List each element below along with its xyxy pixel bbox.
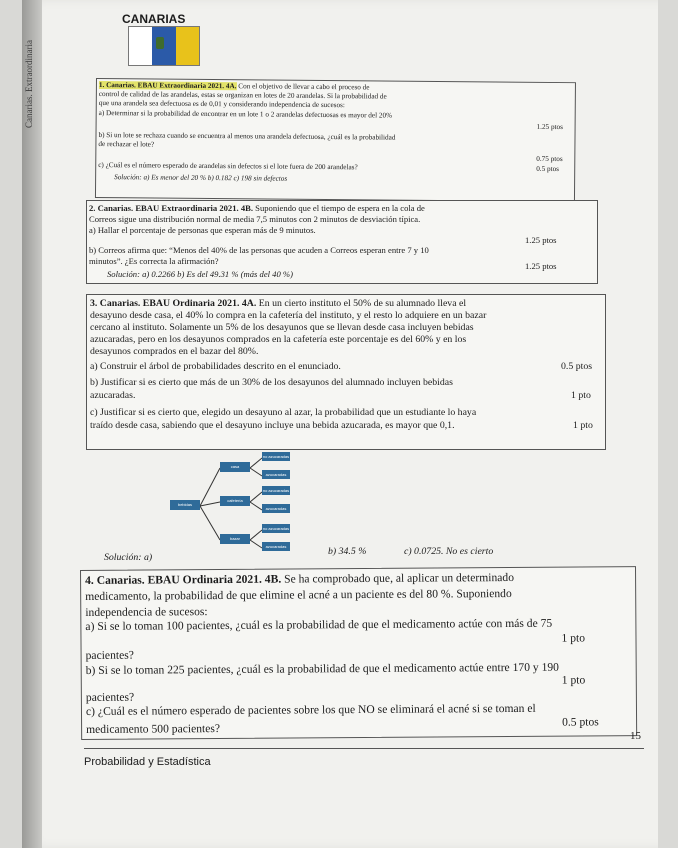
solution-2: Solución: a) 0.2266 b) Es del 49.31 % (más del 40 %)	[107, 269, 293, 279]
problem-3-title: 3. Canarias. EBAU Ordinaria 2021. 4A.	[90, 298, 257, 309]
points-1c: 0.5 ptos	[536, 164, 560, 174]
problem-3: 3. Canarias. EBAU Ordinaria 2021. 4A. En un cierto instituto el 50% de su alumnado lleva el desayuno desde casa, el 40% lo compra en la cafetería del instituto, y el resto lo adquiere en un bazar cercano al instituto. Solamente un 5% de los desayunos que se llevan desde casa incluyen bebidas azucaradas, pero en los desayunos comprados en la cafetería este porcentaje es del 60% y en los desayunos comprados en el bazar del 80%. a) Construir el árbol de probabilidades descrito en el enunciado. 0.5 ptos b) Justificar si es cierto que más de un 30% de los desayunos del alumnado incluyen bebidas azucaradas. 1 pto c) Justificar si es cierto que, elegido un desayuno al azar, la probabilidad que un estudiante lo haya traído desde casa, sabiendo que el desayuno incluye una bebida azucarada, es mayor que 0,1. 1 pto	[86, 294, 606, 450]
footer-section: Probabilidad y Estadística	[84, 756, 211, 768]
tree-node-cafeteria: cafetería	[220, 496, 250, 506]
problem-1-line: de rechazar el lote?	[98, 140, 155, 149]
problem-2-title: 2. Canarias. EBAU Extraordinaria 2021. 4B.	[89, 203, 254, 213]
problem-1-part-b: b) Si un lote se rechaza cuando se encuentra al menos una arandela defectuosa, ¿cuál es la probabilidad	[98, 131, 396, 142]
problem-1-part-a: a) Determinar si la probabilidad de encontrar en un lote 1 o 2 arandelas defectuosas es mayor del 20%	[98, 109, 393, 120]
points-4b: 1 pto	[561, 673, 586, 687]
problem-4-part-a: a) Si se lo toman 100 pacientes, ¿cuál es la probabilidad de que el medicamento actúe con más de 75	[85, 616, 553, 633]
region-title: CANARIAS	[122, 12, 186, 26]
problem-2-part-b: b) Correos afirma que: “Menos del 40% de las personas que acuden a Correos esperan entre 7 y 10	[89, 245, 429, 255]
problem-3-part-b: b) Justificar si es cierto que más de un 30% de los desayunos del alumnado incluyen bebidas	[90, 377, 453, 388]
side-label: Canarias. Extraordinaria	[24, 40, 34, 128]
problem-4-line: independencia de sucesos:	[85, 605, 208, 619]
tree-leaf: no azucaradas	[262, 488, 290, 493]
points-3b: 1 pto	[571, 390, 591, 401]
problem-1-line: que una arandela sea defectuosa es de 0,01 y considerando independencia de sucesos:	[98, 99, 345, 110]
tree-leaf: no azucaradas	[262, 454, 290, 459]
tree-leaf: azucaradas	[262, 470, 290, 479]
footer-divider	[84, 748, 644, 749]
problem-4-part-c: c) ¿Cuál es el número esperado de pacientes sobre los que NO se eliminará el acné si se toman el	[85, 701, 536, 718]
tree-node-casa: casa	[220, 462, 250, 472]
problem-4-line: pacientes?	[85, 648, 134, 662]
problem-3-line: desayunos comprados en el bazar del 80%.	[90, 346, 259, 357]
points-3a: 0.5 ptos	[561, 361, 593, 372]
canarias-flag-icon	[128, 26, 200, 66]
problem-3-part-c: c) Justificar si es cierto que, elegido un desayuno al azar, la probabilidad que un estudiante lo haya	[90, 407, 477, 418]
points-3c: 1 pto	[573, 420, 593, 431]
tree-leaf: azucaradas	[262, 542, 290, 551]
problem-3-line: azucaradas.	[90, 390, 136, 401]
problem-4-line: medicamento 500 pacientes?	[86, 722, 221, 736]
tree-node-bazar: bazar	[220, 534, 250, 544]
problem-2: 2. Canarias. EBAU Extraordinaria 2021. 4B. Suponiendo que el tiempo de espera en la cola de Correos sigue una distribución normal de media 7,5 minutos con 2 minutos de desviación típica. a) Hallar el porcentaje de personas que esperan más de 9 minutos. 1.25 ptos b) Correos afirma que: “Menos del 40% de las personas que acuden a Correos esperan entre 7 y 10 minutos”. ¿Es correcta la afirmación? 1.25 ptos Solución: a) 0.2266 b) Es del 49.31 % (más del 40 %)	[86, 200, 598, 284]
problem-4: 4. Canarias. EBAU Ordinaria 2021. 4B. Se ha comprobado que, al aplicar un determinado medicamento, la probabilidad de que elimine el acné a un paciente es del 80 %. Suponiendo independencia de sucesos: a) Si se lo toman 100 pacientes, ¿cuál es la probabilidad de que el medicamento actúe con más de 75 1 pto pacientes? b) Si se lo toman 225 pacientes, ¿cuál es la probabilidad de que el medicamento actúe entre 170 y 190 1 pto pacientes? c) ¿Cuál es el número esperado de pacientes sobre los que NO se eliminará el acné si se toman el 0.5 ptos medicamento 500 pacientes?	[80, 566, 637, 740]
points-1a: 1.25 ptos	[536, 122, 563, 132]
problem-4-title: 4. Canarias. EBAU Ordinaria 2021. 4B.	[85, 572, 282, 587]
tree-leaf: azucaradas	[262, 504, 290, 513]
solution-3b: b) 34.5 %	[328, 546, 367, 557]
problem-3-line: desayuno desde casa, el 40% lo compra en la cafetería del instituto, y el resto lo adquiere en un bazar	[90, 310, 487, 321]
points-4c: 0.5 ptos	[562, 715, 599, 729]
problem-1-title: 1. Canarias. EBAU Extraordinaria 2021. 4A.	[98, 81, 237, 91]
problem-1-part-c: c) ¿Cuál es el número esperado de arandelas sin defectos si el lote fuera de 200 arandelas?	[98, 161, 358, 172]
points-2a: 1.25 ptos	[525, 235, 557, 245]
problem-2-line: Correos sigue una distribución normal de media 7,5 minutos con 2 minutos de desviación típica.	[89, 214, 421, 224]
problem-1: 1. Canarias. EBAU Extraordinaria 2021. 4A. Con el objetivo de llevar a cabo el proceso de control de calidad de las arandelas, estas se organizan en lotes de 20 arandelas. Si la probabilidad de que una arandela sea defectuosa es de 0,01 y considerando independencia de sucesos: a) Determinar si la probabilidad de encontrar en un lote 1 o 2 arandelas defectuosas es mayor del 20% 1.25 ptos b) Si un lote se rechaza cuando se encuentra al menos una arandela defectuosa, ¿cuál es la probabilidad de rechazar el lote? 0.75 ptos c) ¿Cuál es el número esperado de arandelas sin defectos si el lote fuera de 200 arandelas? 0.5 ptos Solución: a) Es menor del 20 % b) 0.182 c) 198 sin defectos	[95, 78, 576, 202]
points-4a: 1 pto	[561, 631, 586, 645]
problem-1-line: control de calidad de las arandelas, estas se organizan en lotes de 20 arandelas. Si la probabilidad de	[98, 90, 387, 101]
problem-3-line: cercano al instituto. Solamente un 5% de los desayunos que se llevan desde casa incluyen bebidas	[90, 322, 474, 333]
solution-3c: c) 0.0725. No es cierto	[404, 546, 494, 557]
problem-4-line: pacientes?	[85, 690, 135, 704]
points-2b: 1.25 ptos	[525, 261, 557, 271]
tree-leaf: no azucaradas	[262, 526, 290, 531]
problem-3-part-a: a) Construir el árbol de probabilidades descrito en el enunciado.	[90, 361, 341, 372]
problem-2-part-a: a) Hallar el porcentaje de personas que esperan más de 9 minutos.	[89, 225, 316, 235]
points-1b: 0.75 ptos	[536, 154, 563, 164]
problem-2-line: minutos”. ¿Es correcta la afirmación?	[89, 256, 219, 266]
page-number: 15	[630, 730, 641, 742]
solution-3a: Solución: a)	[104, 552, 153, 563]
tree-root: bebidas	[170, 500, 200, 510]
solution-1: Solución: a) Es menor del 20 % b) 0.182 c) 198 sin defectos	[114, 173, 288, 183]
problem-4-part-b: b) Si se lo toman 225 pacientes, ¿cuál es la probabilidad de que el medicamento actúe entre 170 y 190	[85, 660, 560, 677]
problem-3-line: traído desde casa, sabiendo que el desayuno incluye una bebida azucarada, es mayor que 0,1.	[90, 420, 455, 431]
problem-3-line: azucaradas, pero en los desayunos comprados en la cafetería este porcentaje es del 60% y en los	[90, 334, 467, 345]
problem-4-line: medicamento, la probabilidad de que elimine el acné a un paciente es del 80 %. Suponiendo	[85, 586, 512, 603]
